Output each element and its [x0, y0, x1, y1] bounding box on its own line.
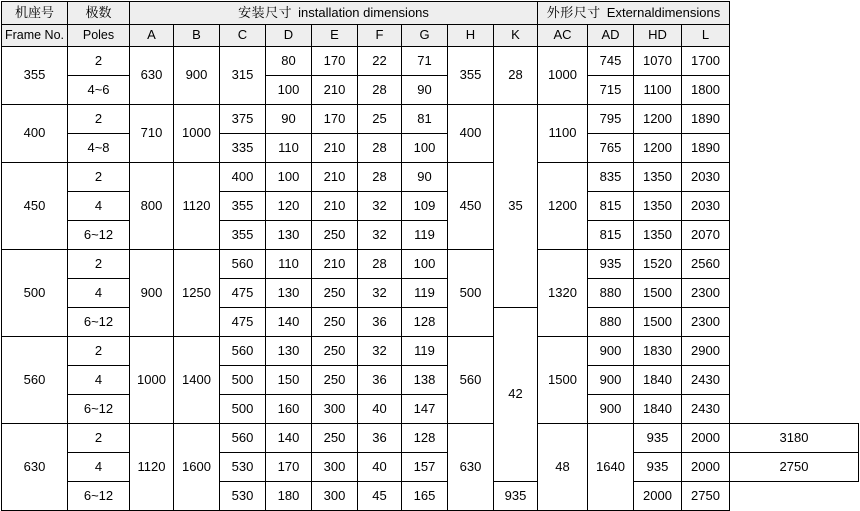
dim-hd-cell: 2000 — [682, 453, 730, 482]
dim-a-cell: 1000 — [130, 337, 174, 424]
dim-f-cell: 28 — [358, 76, 402, 105]
header-frame-en: Frame No. — [2, 25, 68, 47]
dim-hd-cell: 1500 — [634, 308, 682, 337]
dim-k-cell: 42 — [494, 308, 538, 482]
dim-ad-cell: 900 — [588, 395, 634, 424]
dim-d-cell: 120 — [266, 192, 312, 221]
dim-e-cell: 300 — [312, 453, 358, 482]
poles-cell: 2 — [68, 424, 130, 453]
header-col-a: A — [130, 25, 174, 47]
dim-g-cell: 119 — [402, 337, 448, 366]
table-row — [2, 47, 859, 76]
dim-e-cell: 170 — [312, 47, 358, 76]
dim-l-cell: 2070 — [682, 221, 730, 250]
poles-cell: 2 — [68, 163, 130, 192]
dim-f-cell: 28 — [358, 134, 402, 163]
dim-hd-cell: 1350 — [634, 192, 682, 221]
header-external-en: Externaldimensions — [606, 4, 721, 20]
poles-cell: 2 — [68, 105, 130, 134]
dim-d-cell: 130 — [266, 337, 312, 366]
frame-no-cell: 630 — [2, 424, 68, 511]
dim-e-cell: 210 — [312, 192, 358, 221]
dim-ac-cell: 1200 — [538, 163, 588, 250]
dim-ac-cell: 1320 — [538, 250, 588, 337]
dim-hd-cell: 1200 — [634, 105, 682, 134]
dim-a-cell: 1120 — [130, 424, 174, 511]
poles-cell: 4~6 — [68, 76, 130, 105]
dim-f-cell: 28 — [358, 250, 402, 279]
dim-f-cell: 36 — [358, 424, 402, 453]
table-row — [2, 424, 859, 453]
dim-d-cell: 130 — [266, 279, 312, 308]
dim-l-cell: 1800 — [682, 76, 730, 105]
dim-h-cell: 500 — [448, 250, 494, 337]
dim-e-cell: 250 — [312, 279, 358, 308]
dim-b-cell: 1250 — [174, 250, 220, 337]
header-external-group — [538, 2, 730, 25]
header-frame-cn: 机座号 — [2, 2, 68, 25]
dim-f-cell: 32 — [358, 192, 402, 221]
dim-b-cell: 1120 — [174, 163, 220, 250]
dim-d-cell: 140 — [266, 308, 312, 337]
frame-no-cell: 355 — [2, 47, 68, 105]
dim-d-cell: 90 — [266, 105, 312, 134]
table-row — [2, 337, 859, 366]
dim-l-cell: 2430 — [682, 366, 730, 395]
dim-l-cell: 1890 — [682, 134, 730, 163]
dim-hd-cell: 1350 — [634, 221, 682, 250]
dim-e-cell: 250 — [312, 424, 358, 453]
dim-c-cell: 530 — [220, 482, 266, 511]
dim-e-cell: 300 — [312, 395, 358, 424]
header-col-d: D — [266, 25, 312, 47]
dim-a-cell: 710 — [130, 105, 174, 163]
dim-ad-cell: 900 — [588, 366, 634, 395]
poles-cell: 2 — [68, 47, 130, 76]
dim-f-cell: 28 — [358, 163, 402, 192]
dim-g-cell: 100 — [402, 250, 448, 279]
poles-cell: 2 — [68, 337, 130, 366]
dim-f-cell: 32 — [358, 221, 402, 250]
header-installation-group — [130, 2, 538, 25]
dim-c-cell: 355 — [220, 221, 266, 250]
dim-c-cell: 560 — [220, 250, 266, 279]
dim-g-cell: 109 — [402, 192, 448, 221]
dim-f-cell: 32 — [358, 279, 402, 308]
dim-ac-cell: 1100 — [538, 105, 588, 163]
dim-h-cell: 560 — [448, 337, 494, 424]
dim-g-cell: 81 — [402, 105, 448, 134]
dim-e-cell: 250 — [312, 221, 358, 250]
header-installation-en: installation dimensions — [298, 4, 429, 20]
dim-e-cell: 250 — [312, 337, 358, 366]
dim-b-cell: 1000 — [174, 105, 220, 163]
dim-d-cell: 100 — [266, 76, 312, 105]
dim-l-cell: 1890 — [682, 105, 730, 134]
dim-g-cell: 71 — [402, 47, 448, 76]
dim-l-cell: 3180 — [730, 424, 859, 453]
dim-l-cell: 2300 — [682, 308, 730, 337]
spec-table-sheet — [0, 1, 860, 503]
dim-d-cell: 130 — [266, 221, 312, 250]
dim-hd-cell: 1350 — [634, 163, 682, 192]
dim-b-cell: 900 — [174, 47, 220, 105]
dim-hd-cell: 2000 — [682, 424, 730, 453]
dim-f-cell: 25 — [358, 105, 402, 134]
dim-ac-cell: 1500 — [538, 337, 588, 424]
dim-ad-cell: 745 — [588, 47, 634, 76]
dim-ad-cell: 935 — [588, 250, 634, 279]
dim-g-cell: 119 — [402, 279, 448, 308]
header-col-hd: HD — [634, 25, 682, 47]
dim-e-cell: 210 — [312, 163, 358, 192]
dim-ad-cell: 715 — [588, 76, 634, 105]
dim-ad-cell: 880 — [588, 279, 634, 308]
dim-c-cell: 500 — [220, 395, 266, 424]
dim-ac-cell: 1640 — [588, 424, 634, 511]
frame-no-cell: 560 — [2, 337, 68, 424]
dim-a-cell: 900 — [130, 250, 174, 337]
dim-ad-cell: 765 — [588, 134, 634, 163]
poles-cell: 4 — [68, 366, 130, 395]
dim-ad-cell: 835 — [588, 163, 634, 192]
header-poles-en: Poles — [68, 25, 130, 47]
poles-cell: 6~12 — [68, 395, 130, 424]
dim-g-cell: 90 — [402, 76, 448, 105]
dim-c-cell: 400 — [220, 163, 266, 192]
poles-cell: 4 — [68, 453, 130, 482]
dim-c-cell: 375 — [220, 105, 266, 134]
header-col-ad: AD — [588, 25, 634, 47]
table-row — [2, 250, 859, 279]
dim-hd-cell: 1830 — [634, 337, 682, 366]
dim-e-cell: 300 — [312, 482, 358, 511]
dim-c-cell: 315 — [220, 47, 266, 105]
dim-l-cell: 2750 — [682, 482, 730, 511]
dim-c-cell: 475 — [220, 279, 266, 308]
dim-l-cell: 2300 — [682, 279, 730, 308]
dim-f-cell: 36 — [358, 308, 402, 337]
dim-hd-cell: 1840 — [634, 395, 682, 424]
dim-ad-cell: 935 — [494, 482, 538, 511]
dim-e-cell: 210 — [312, 76, 358, 105]
dim-d-cell: 160 — [266, 395, 312, 424]
dim-g-cell: 100 — [402, 134, 448, 163]
dim-hd-cell: 2000 — [634, 482, 682, 511]
dim-hd-cell: 1100 — [634, 76, 682, 105]
dim-d-cell: 140 — [266, 424, 312, 453]
dim-e-cell: 170 — [312, 105, 358, 134]
dim-ad-cell: 935 — [634, 424, 682, 453]
dim-a-cell: 800 — [130, 163, 174, 250]
dim-g-cell: 157 — [402, 453, 448, 482]
dim-c-cell: 335 — [220, 134, 266, 163]
poles-cell: 6~12 — [68, 221, 130, 250]
dim-g-cell: 138 — [402, 366, 448, 395]
dim-g-cell: 147 — [402, 395, 448, 424]
header-external-cn: 外形尺寸 — [546, 4, 601, 20]
dim-ad-cell: 815 — [588, 221, 634, 250]
dim-e-cell: 250 — [312, 366, 358, 395]
dim-ad-cell: 935 — [634, 453, 682, 482]
header-installation-cn: 安装尺寸 — [238, 4, 293, 20]
dim-h-cell: 355 — [448, 47, 494, 105]
dim-g-cell: 128 — [402, 308, 448, 337]
dim-g-cell: 90 — [402, 163, 448, 192]
poles-cell: 6~12 — [68, 482, 130, 511]
dim-d-cell: 170 — [266, 453, 312, 482]
header-col-ac: AC — [538, 25, 588, 47]
frame-no-cell: 500 — [2, 250, 68, 337]
dim-ad-cell: 795 — [588, 105, 634, 134]
dim-f-cell: 22 — [358, 47, 402, 76]
dim-d-cell: 80 — [266, 47, 312, 76]
dim-c-cell: 475 — [220, 308, 266, 337]
header-col-h: H — [448, 25, 494, 47]
dim-b-cell: 1600 — [174, 424, 220, 511]
poles-cell: 6~12 — [68, 308, 130, 337]
dim-f-cell: 40 — [358, 395, 402, 424]
dim-ad-cell: 900 — [588, 337, 634, 366]
dim-a-cell: 630 — [130, 47, 174, 105]
dim-b-cell: 1400 — [174, 337, 220, 424]
header-col-k: K — [494, 25, 538, 47]
dim-g-cell: 128 — [402, 424, 448, 453]
dim-f-cell: 36 — [358, 366, 402, 395]
dim-d-cell: 180 — [266, 482, 312, 511]
dim-k-cell: 28 — [494, 47, 538, 105]
poles-cell: 2 — [68, 250, 130, 279]
dim-hd-cell: 1520 — [634, 250, 682, 279]
dim-d-cell: 110 — [266, 134, 312, 163]
dim-l-cell: 2030 — [682, 192, 730, 221]
dim-e-cell: 210 — [312, 250, 358, 279]
dim-f-cell: 45 — [358, 482, 402, 511]
header-col-c: C — [220, 25, 266, 47]
dim-hd-cell: 1840 — [634, 366, 682, 395]
header-col-g: G — [402, 25, 448, 47]
dim-g-cell: 165 — [402, 482, 448, 511]
poles-cell: 4 — [68, 192, 130, 221]
dim-l-cell: 2430 — [682, 395, 730, 424]
dim-c-cell: 530 — [220, 453, 266, 482]
dim-f-cell: 40 — [358, 453, 402, 482]
dim-ad-cell: 815 — [588, 192, 634, 221]
dim-l-cell: 1700 — [682, 47, 730, 76]
poles-cell: 4 — [68, 279, 130, 308]
dim-d-cell: 150 — [266, 366, 312, 395]
dim-h-cell: 630 — [448, 424, 494, 511]
table-row — [2, 163, 859, 192]
dim-k-cell: 35 — [494, 105, 538, 308]
dim-hd-cell: 1070 — [634, 47, 682, 76]
dim-c-cell: 500 — [220, 366, 266, 395]
motor-dimensions-table — [1, 1, 859, 511]
dim-hd-cell: 1200 — [634, 134, 682, 163]
dim-c-cell: 355 — [220, 192, 266, 221]
dim-l-cell: 2750 — [730, 453, 859, 482]
dim-k-cell: 48 — [538, 424, 588, 511]
header-col-f: F — [358, 25, 402, 47]
frame-no-cell: 400 — [2, 105, 68, 163]
dim-h-cell: 400 — [448, 105, 494, 163]
frame-no-cell: 450 — [2, 163, 68, 250]
dim-hd-cell: 1500 — [634, 279, 682, 308]
poles-cell: 4~8 — [68, 134, 130, 163]
dim-d-cell: 110 — [266, 250, 312, 279]
dim-g-cell: 119 — [402, 221, 448, 250]
dim-l-cell: 2560 — [682, 250, 730, 279]
header-col-e: E — [312, 25, 358, 47]
dim-c-cell: 560 — [220, 337, 266, 366]
dim-d-cell: 100 — [266, 163, 312, 192]
table-header — [2, 2, 859, 47]
dim-e-cell: 250 — [312, 308, 358, 337]
table-row — [2, 105, 859, 134]
dim-h-cell: 450 — [448, 163, 494, 250]
header-poles-cn: 极数 — [68, 2, 130, 25]
dim-e-cell: 210 — [312, 134, 358, 163]
dim-ad-cell: 880 — [588, 308, 634, 337]
table-body — [2, 47, 859, 511]
dim-f-cell: 32 — [358, 337, 402, 366]
dim-l-cell: 2030 — [682, 163, 730, 192]
dim-c-cell: 560 — [220, 424, 266, 453]
dim-l-cell: 2900 — [682, 337, 730, 366]
header-col-b: B — [174, 25, 220, 47]
header-col-l: L — [682, 25, 730, 47]
dim-ac-cell: 1000 — [538, 47, 588, 105]
